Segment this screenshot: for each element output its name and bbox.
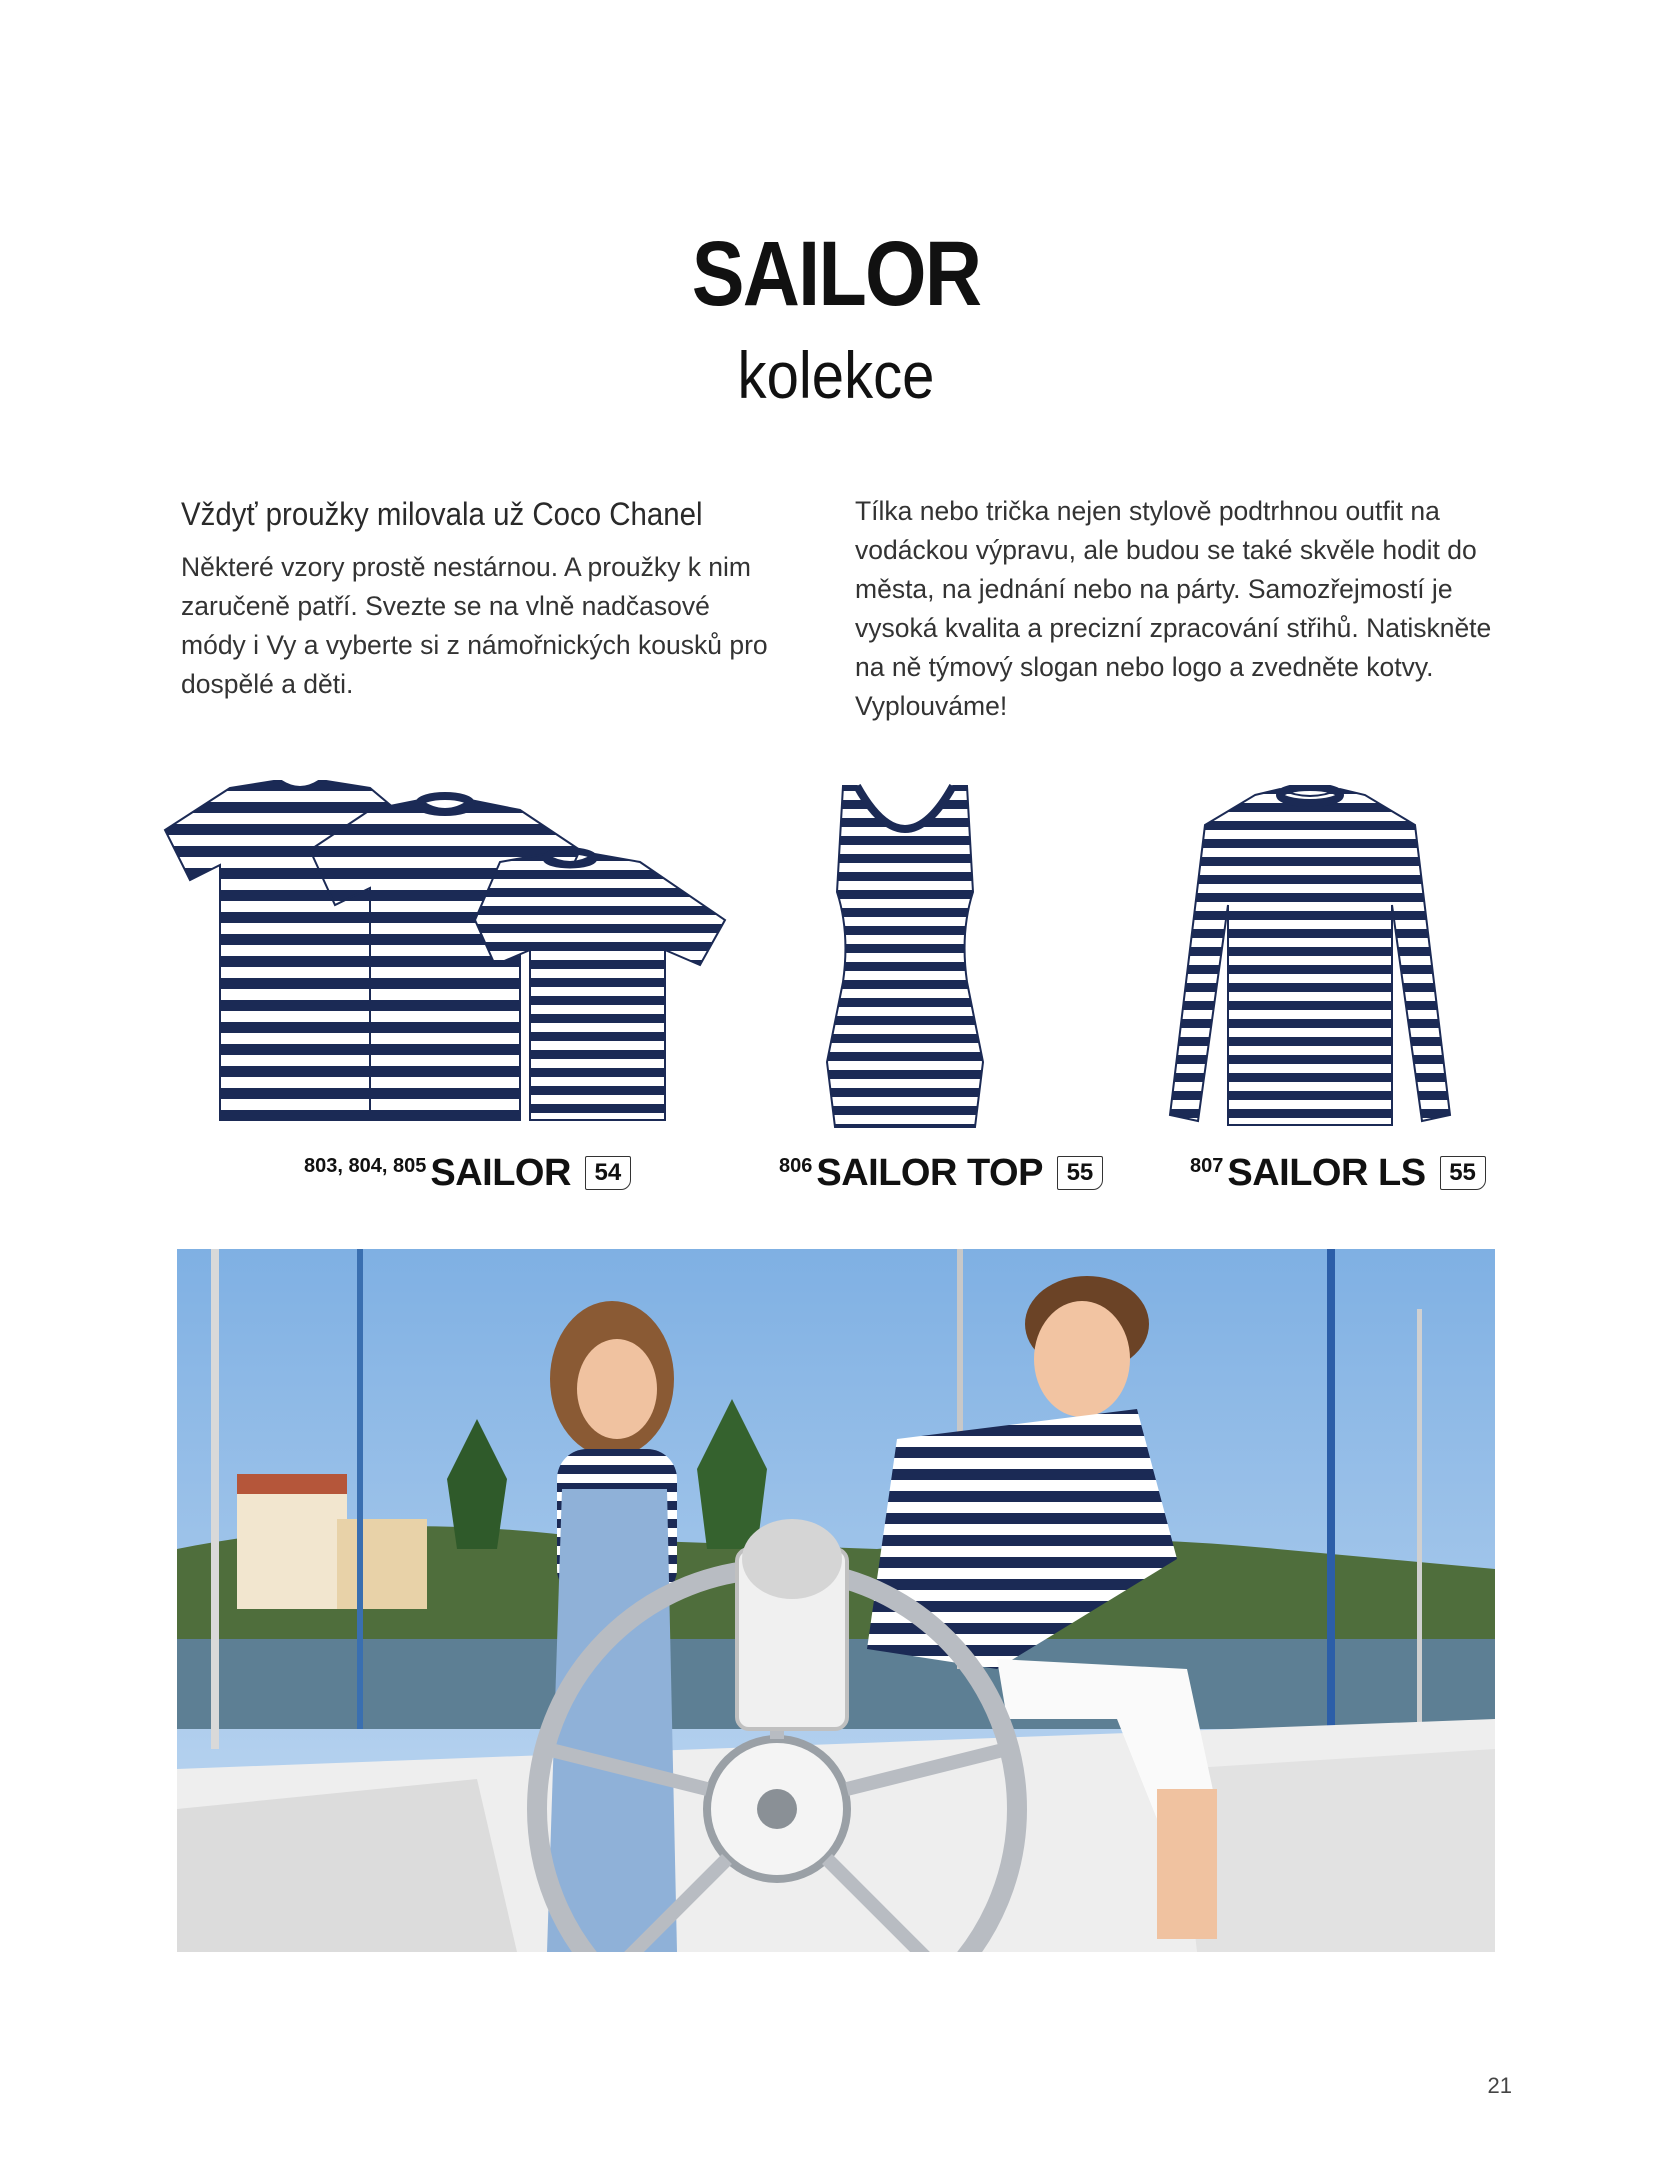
product-name: SAILOR LS: [1227, 1152, 1426, 1194]
intro-left-paragraph: Některé vzory prostě nestárnou. A proužky k nim zaručeně patří. Svezte se na vlně nadčasové módy i Vy a vyberte si z námořnických kousků pro dospělé a děti.: [181, 552, 768, 699]
sailor-top-image: [815, 782, 995, 1132]
product-codes: 807: [1190, 1155, 1224, 1177]
page-reference[interactable]: 55: [1057, 1156, 1103, 1190]
collection-subtitle: kolekce: [737, 338, 935, 412]
intro-heading: Vždyť proužky milovala už Coco Chanel: [181, 496, 703, 532]
collection-title: SAILOR: [691, 223, 981, 325]
product-label-sailor: [304, 1154, 631, 1192]
product-name: SAILOR TOP: [816, 1152, 1043, 1194]
intro-right-paragraph: Tílka nebo trička nejen stylově podtrhnou outfit na vodáckou výpravu, ale budou se také skvěle hodit do města, na jednání nebo na párty. Samozřejmostí je vysoká kvalita a precizní zpracování střihů. Natiskněte na ně týmový slogan nebo logo a zvedněte kotvy. Vyplouváme!: [855, 496, 1492, 721]
product-name: SAILOR: [430, 1152, 571, 1194]
product-label-sailor-top: [779, 1154, 1103, 1192]
sailor-tshirts-image: [160, 780, 740, 1130]
page-reference[interactable]: 54: [585, 1156, 631, 1190]
sailor-ls-image: [1160, 785, 1460, 1135]
product-label-sailor-ls: [1190, 1154, 1486, 1192]
page-number: 21: [1487, 2073, 1512, 2098]
page-reference[interactable]: 55: [1440, 1156, 1486, 1190]
product-codes: 806: [779, 1155, 813, 1177]
lifestyle-photo: [177, 1249, 1495, 1952]
product-codes: 803, 804, 805: [304, 1155, 427, 1177]
